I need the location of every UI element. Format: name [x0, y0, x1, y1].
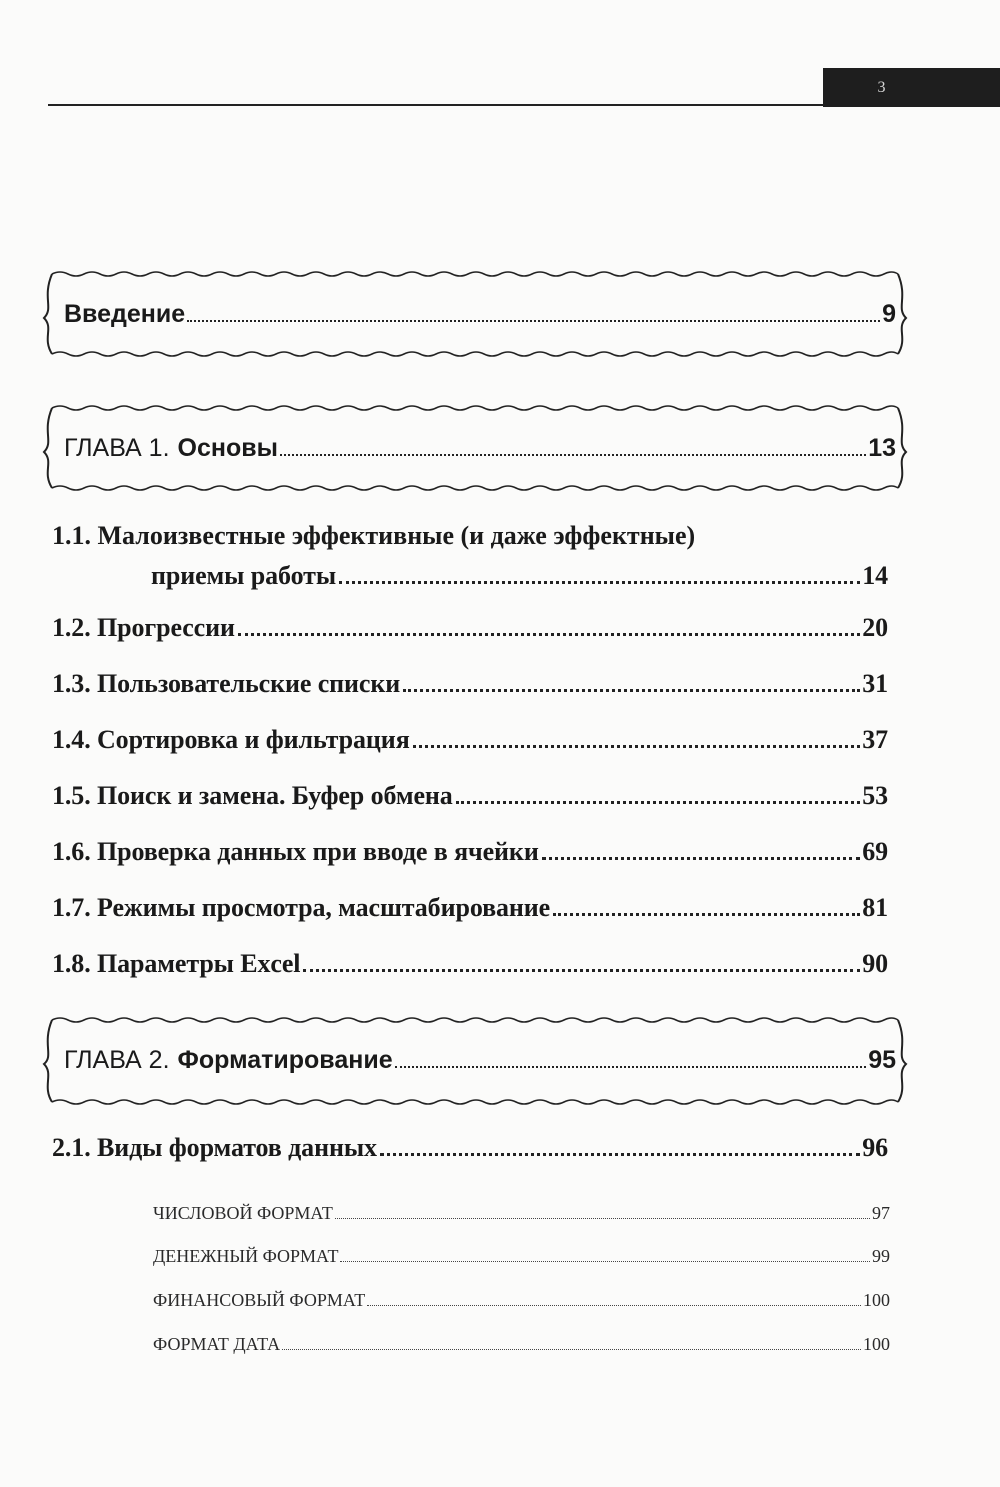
section-2-1-label: 2.1. Виды форматов данных [52, 1133, 377, 1162]
dot-leader [339, 581, 860, 584]
toc-subentry[interactable] [153, 1203, 890, 1224]
dot-leader [280, 454, 866, 456]
subsection-page: 99 [872, 1246, 890, 1266]
intro-frame [40, 268, 910, 358]
dot-leader [403, 689, 860, 692]
dot-leader [367, 1305, 861, 1306]
subsection-page: 100 [863, 1334, 890, 1354]
dot-leader [340, 1261, 870, 1262]
intro-title: Введение [64, 300, 186, 328]
section-1-1-label-line2: приемы работы [151, 561, 337, 590]
toc-entry-1-4[interactable] [52, 725, 888, 755]
toc-subentry[interactable] [153, 1290, 890, 1311]
section-1-2-page: 20 [862, 613, 888, 642]
subsection-page: 97 [872, 1203, 890, 1223]
subsection-label: ДЕНЕЖНЫЙ ФОРМАТ [153, 1246, 339, 1266]
subsection-page: 100 [863, 1290, 890, 1310]
section-1-1-page: 14 [862, 561, 888, 590]
section-1-5-label: 1.5. Поиск и замена. Буфер обмена [52, 781, 453, 810]
section-1-2-label: 1.2. Прогрессии [52, 613, 235, 642]
chapter1-page: 13 [868, 434, 896, 462]
dot-leader [553, 913, 860, 916]
chapter2-frame [40, 1014, 910, 1106]
section-1-6-label: 1.6. Проверка данных при вводе в ячейки [52, 837, 539, 866]
chapter2-prefix: ГЛАВА 2. [64, 1046, 170, 1074]
chapter2-page: 95 [868, 1046, 896, 1074]
toc-subentry[interactable] [153, 1246, 890, 1267]
toc-subentry[interactable] [153, 1334, 890, 1355]
section-1-6-page: 69 [862, 837, 888, 866]
chapter1-prefix: ГЛАВА 1. [64, 434, 170, 462]
section-1-7-page: 81 [862, 893, 888, 922]
section-1-1-label-line1: 1.1. Малоизвестные эффективные (и даже эффектные) [52, 521, 696, 550]
toc-entry-1-8[interactable] [52, 949, 888, 979]
toc-entry-2-1[interactable] [52, 1133, 888, 1163]
toc-entry-1-6[interactable] [52, 837, 888, 867]
section-1-5-page: 53 [862, 781, 888, 810]
section-1-8-page: 90 [862, 949, 888, 978]
toc-entry-1-7[interactable] [52, 893, 888, 923]
toc-entry-1-3[interactable] [52, 669, 888, 699]
toc-entry-intro[interactable] [64, 300, 896, 329]
section-1-7-label: 1.7. Режимы просмотра, масштабирование [52, 893, 551, 922]
dot-leader [335, 1218, 870, 1219]
section-1-3-label: 1.3. Пользовательские списки [52, 669, 401, 698]
dot-leader [456, 801, 861, 804]
page-number-tab [823, 68, 1000, 107]
chapter1-title: Основы [177, 434, 278, 462]
toc-entry-chapter1[interactable] [64, 434, 896, 463]
section-1-4-page: 37 [862, 725, 888, 754]
toc-entry-chapter2[interactable] [64, 1046, 896, 1075]
chapter1-frame [40, 402, 910, 492]
dot-leader [395, 1066, 867, 1068]
header-rule [48, 104, 824, 106]
dot-leader [187, 320, 880, 322]
toc-entry-1-1[interactable] [151, 561, 888, 591]
dot-leader [282, 1349, 861, 1350]
subsection-label: ФИНАНСОВЫЙ ФОРМАТ [153, 1290, 366, 1310]
section-1-8-label: 1.8. Параметры Excel [52, 949, 301, 978]
intro-page: 9 [882, 300, 896, 328]
subsection-label: ФОРМАТ ДАТА [153, 1334, 281, 1354]
dot-leader [542, 857, 860, 860]
page-number: 3 [877, 78, 886, 96]
section-1-3-page: 31 [862, 669, 888, 698]
dot-leader [413, 745, 861, 748]
chapter2-title: Форматирование [177, 1046, 393, 1074]
toc-entry-1-1-line1[interactable] [52, 521, 695, 551]
toc-entry-1-5[interactable] [52, 781, 888, 811]
dot-leader [303, 969, 860, 972]
section-1-4-label: 1.4. Сортировка и фильтрация [52, 725, 410, 754]
section-2-1-page: 96 [862, 1133, 888, 1162]
subsection-label: ЧИСЛОВОЙ ФОРМАТ [153, 1203, 333, 1223]
toc-entry-1-2[interactable] [52, 613, 888, 643]
dot-leader [380, 1153, 860, 1156]
dot-leader [238, 633, 860, 636]
